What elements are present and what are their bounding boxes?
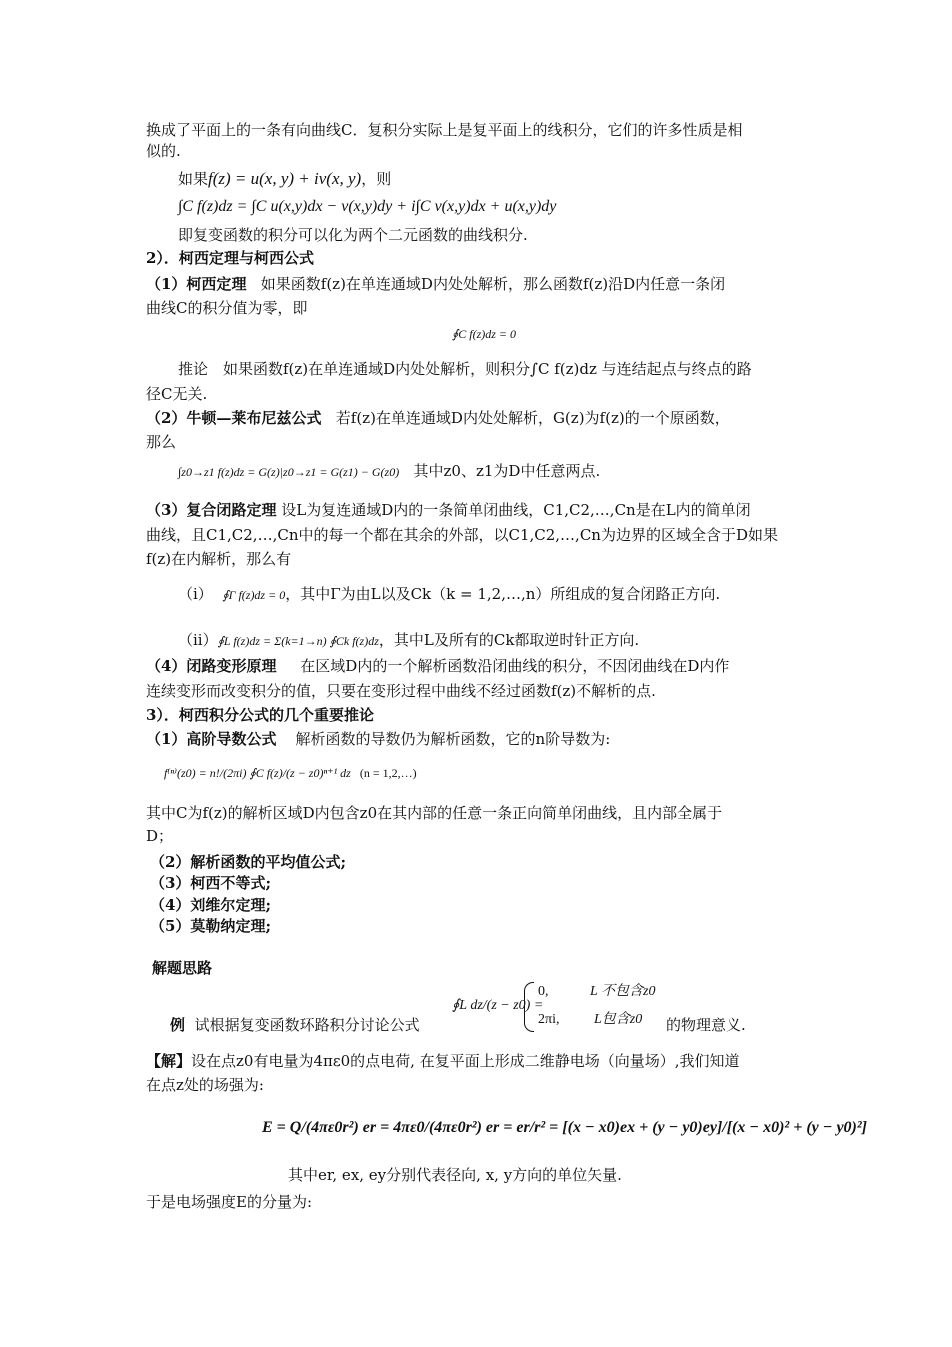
where-line-2: D；: [146, 827, 174, 845]
newton-formula-line: [178, 461, 600, 482]
item-ii-text: ，其中L及所有的Ck都取逆时针正方向.: [378, 631, 640, 649]
integral-formula: ∫C f(z)dz = ∫C u(x,y)dx − v(x,y)dy + i∫C v(x,y)dx + u(x,y)dy: [178, 198, 557, 215]
item-i: [178, 584, 720, 605]
item-ii-formula: ∮L f(z)dz = Σ(k=1→n) ∮Ck f(z)dz: [217, 634, 379, 648]
higher-formula-int: ∮C f(z)/(z − z0)ⁿ⁺¹ dz: [249, 766, 351, 780]
field-formula: E = Q/(4πε0r²) er = 4πε0/(4πε0r²) er = er/r² = [(x − x0)ex + (y − y0)ey]/[(x − x0)² + (y − y0)²]: [262, 1119, 867, 1136]
case-2-value: 2πi,: [538, 1012, 560, 1027]
last-line: 于是电场强度E的分量为:: [146, 1193, 313, 1211]
if-prefix: 如果: [178, 170, 209, 188]
example-integral: ∮L dz/(z − z0) =: [452, 998, 544, 1013]
newton-line-2: 那么: [146, 433, 177, 451]
corollary-line-1: 推论 如果函数f(z)在单连通域D内处处解析，则积分∫C f(z)dz 与连结起点与终点的路: [178, 360, 752, 378]
if-suffix: ，则: [361, 170, 392, 188]
if-formula: f(z) = u(x, y) + iv(x, y): [208, 169, 362, 188]
higher-formula-lhs: f⁽ⁿ⁾(z0) = n!/(2πi): [164, 766, 247, 780]
item-ii-label: （ii）: [178, 631, 218, 649]
answer-label: 【解】: [146, 1052, 192, 1070]
answer-line-2: 在点z处的场强为:: [146, 1076, 264, 1094]
corollary-item-3: （3）柯西不等式;: [150, 874, 271, 892]
vectors-line: 其中er, ex, ey分别代表径向, x, y方向的单位矢量.: [288, 1166, 622, 1184]
deform-title: （4）闭路变形原理: [146, 657, 277, 675]
newton-line-1: [146, 408, 730, 428]
cauchy-line-1: [146, 274, 725, 294]
deform-line-2: 连续变形而改变积分的值，只要在变形过程中曲线不经过函数f(z)不解析的点.: [146, 682, 656, 700]
higher-formula: [164, 763, 417, 783]
case-1-condition: L 不包含z0: [590, 984, 656, 999]
section2-heading: 2）．柯西定理与柯西公式: [146, 249, 314, 267]
higher-text: 解析函数的导数仍为解析函数，它的n阶导数为:: [295, 730, 611, 748]
item-ii: [178, 630, 639, 651]
cauchy-formula: ∮C f(z)dz = 0: [452, 327, 517, 341]
newton-title: （2）牛顿—莱布尼兹公式: [146, 409, 322, 427]
case-2-condition: L包含z0: [594, 1012, 643, 1027]
higher-line: [146, 729, 610, 749]
if-line: [178, 169, 391, 189]
cases-brace: [524, 982, 534, 1032]
corollary-item-2: （2）解析函数的平均值公式;: [150, 853, 346, 871]
intro-line-1: 换成了平面上的一条有向曲线C．复积分实际上是复平面上的线积分，它们的许多性质是相: [146, 121, 743, 139]
where-line-1: 其中C为f(z)的解析区域D内包含z0在其内部的任意一条正向简单闭曲线，且内部全属于: [146, 804, 723, 822]
compound-line-2: 曲线，且C1,C2,…,Cn中的每一个都在其余的外部，以C1,C2,…,Cn为边界的区域全含于D如果: [146, 526, 778, 544]
higher-formula-n: (n = 1,2,…): [359, 766, 417, 780]
deform-text-1: 在区域D内的一个解析函数沿闭曲线的积分，不因闭曲线在D内作: [300, 657, 730, 675]
corollary-item-5: （5）莫勒纳定理;: [150, 917, 271, 935]
item-i-label: （i）: [178, 585, 213, 603]
answer-text-1: 设在点z0有电量为4πε0的点电荷, 在复平面上形成二维静电场（向量场）,我们知道: [191, 1052, 740, 1070]
compound-line-1: [146, 500, 751, 520]
item-i-text: ，其中Γ为由L以及Ck（k = 1,2,…,n）所组成的复合闭路正方向.: [285, 585, 721, 603]
example-text: 试根据复变函数环路积分讨论公式: [194, 1016, 420, 1034]
compound-line-3: f(z)在内解析，那么有: [146, 550, 292, 568]
newton-formula: ∫z0→z1 f(z)dz = G(z)|z0→z1 = G(z1) − G(z0): [178, 465, 400, 479]
section3-heading: 3）．柯西积分公式的几个重要推论: [146, 706, 374, 724]
newton-where: 其中z0、z1为D中任意两点.: [413, 462, 601, 480]
compound-text-1: 设L为复连通域D内的一条简单闭曲线，C1,C2,…,Cn是在L内的简单闭: [281, 501, 751, 519]
cauchy-line-2: 曲线C的积分值为零，即: [146, 299, 308, 317]
answer-line-1: [146, 1051, 740, 1071]
intro-line-2: 似的.: [146, 142, 181, 160]
cauchy-text-1: 如果函数f(z)在单连通域D内处处解析，那么函数f(z)沿D内任意一条闭: [260, 275, 726, 293]
higher-title: （1）高阶导数公式: [146, 730, 277, 748]
cauchy-title: （1）柯西定理: [146, 275, 247, 293]
solution-heading: 解题思路: [152, 959, 213, 977]
example-line: [170, 1015, 420, 1035]
corollary-line-2: 径C无关.: [146, 385, 208, 403]
example-label: 例: [170, 1016, 186, 1034]
example-suffix: 的物理意义.: [666, 1016, 746, 1034]
deform-line-1: [146, 656, 729, 676]
compound-title: （3）复合闭路定理: [146, 501, 277, 519]
newton-text-1: 若f(z)在单连通域D内处处解析，G(z)为f(z)的一个原函数，: [335, 409, 730, 427]
corollary-item-4: （4）刘维尔定理;: [150, 896, 271, 914]
case-1-value: 0,: [538, 984, 549, 999]
intro-conclusion: 即复变函数的积分可以化为两个二元函数的曲线积分.: [178, 226, 528, 244]
item-i-formula: ∮Γ f(z)dz = 0: [222, 588, 286, 602]
